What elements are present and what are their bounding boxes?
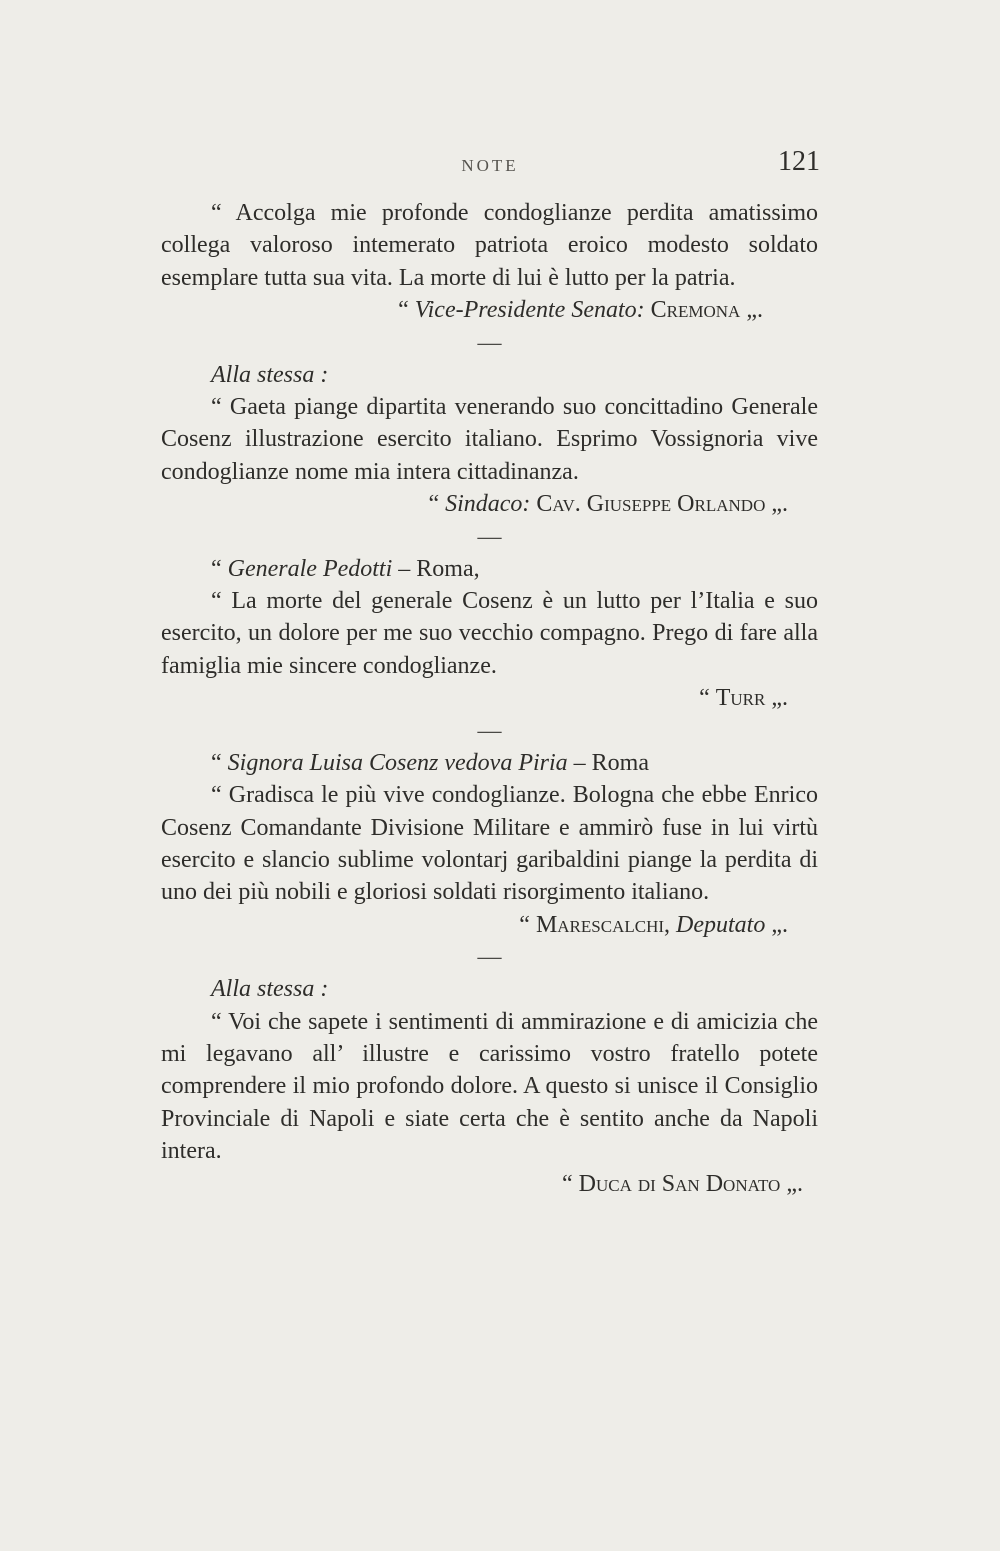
telegram-3-addressee-line: [161, 553, 818, 585]
signer-role: Vice-Presidente Senato:: [414, 297, 645, 324]
addressee: Generale Pedotti: [227, 555, 393, 582]
telegram-3-text: “ La morte del generale Cosenz è un lutto per l’Italia e suo esercito, un dolore per me suo vecchio compagno. Prego di fare alla famiglia mie sincere condoglianze.: [161, 588, 818, 679]
running-head: NOTE: [461, 156, 519, 175]
telegram-3-signature: [161, 682, 818, 714]
quote-open: “: [398, 297, 415, 324]
telegram-5-signature: [161, 1168, 818, 1200]
telegram-4-text: “ Gradisca le più vive condoglianze. Bologna che ebbe Enrico Cosenz Comandante Divisione Militare e ammirò fuse in lui virtù esercito e slancio sublime volontarj garibaldini piange la perdita di uno dei più nobili e gloriosi soldati risorgimento italiano.: [161, 782, 818, 906]
signer-name: Cav. Giuseppe Orlando: [536, 491, 766, 518]
telegram-4-signature: [161, 909, 818, 941]
quote-open: “: [211, 749, 228, 776]
telegram-1-text: “ Accolga mie profonde condoglianze perdita amatissimo collega valoroso intemerato patriota eroico modesto soldato esemplare tutta sua vita. La morte di lui è lutto per la patria.: [161, 200, 818, 291]
quote-open: “: [561, 1170, 579, 1197]
signer-name: Cremona: [650, 297, 741, 324]
quote-open: “: [519, 911, 536, 938]
signer-name: Marescalchi,: [535, 911, 671, 938]
signer-role: Deputato: [676, 911, 766, 938]
telegram-4-addressee-line: [161, 747, 818, 779]
telegram-1-signature: [161, 294, 818, 326]
quote-close: „.: [740, 297, 763, 324]
telegram-2-text: “ Gaeta piange dipartita venerando suo concittadino Generale Cosenz illustrazione esercito italiano. Esprimo Vossignoria vive condoglianze nome mia intera cittadinanza.: [161, 394, 818, 485]
place: – Roma: [567, 749, 649, 776]
quote-close: „.: [765, 491, 788, 518]
signer-name: Duca di San Donato: [578, 1170, 781, 1197]
section-divider: —: [477, 717, 502, 744]
place: – Roma,: [392, 555, 480, 582]
telegram-5-recipient: Alla stessa :: [211, 976, 329, 1003]
page-body: [161, 197, 818, 1200]
quote-open: “: [699, 685, 716, 712]
addressee: Signora Luisa Cosenz vedova Piria: [227, 749, 568, 776]
quote-close: „.: [765, 911, 788, 938]
telegram-2-recipient: Alla stessa :: [211, 361, 329, 388]
telegram-2-signature: [161, 488, 818, 520]
section-divider: —: [477, 329, 502, 356]
quote-open: “: [428, 491, 446, 518]
page-number: 121: [778, 146, 820, 177]
signer-name: Turr: [715, 685, 766, 712]
telegram-5-text: “ Voi che sapete i sentimenti di ammirazione e di amicizia che mi legavano all’ illustre e carissimo vostro fratello potete comprendere il mio profondo dolore. A questo si unisce il Consiglio Provinciale di Napoli e siate certa che è sentito anche da Napoli intera.: [161, 1008, 818, 1165]
quote-close: „.: [780, 1170, 803, 1197]
quote-open: “: [211, 555, 228, 582]
section-divider: —: [477, 523, 502, 550]
section-divider: —: [477, 944, 502, 971]
quote-close: „.: [765, 685, 788, 712]
signer-role: Sindaco:: [445, 491, 531, 518]
page-header: [160, 146, 820, 182]
